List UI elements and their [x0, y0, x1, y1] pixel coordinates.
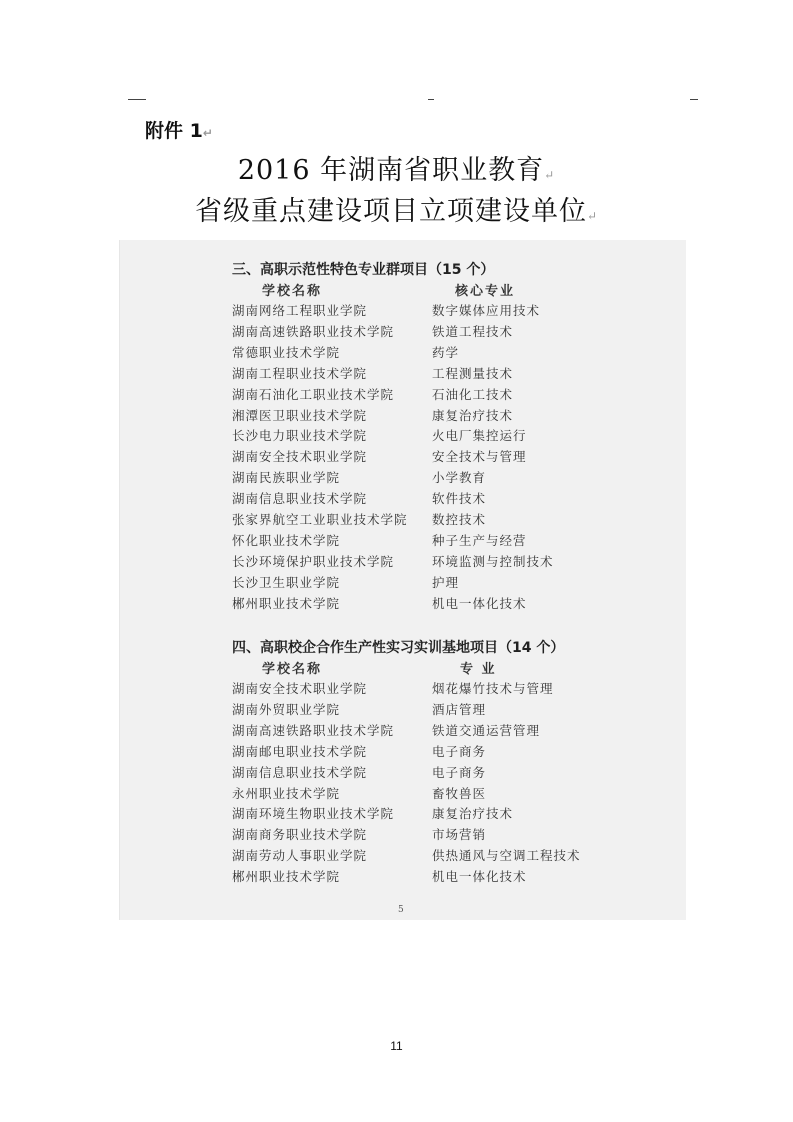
major-name: 护理 [432, 574, 460, 590]
table-row [0, 468, 793, 489]
paragraph-mark: ↵ [586, 209, 599, 223]
table-row [0, 700, 793, 721]
school-name: 湖南安全技术职业学院 [232, 449, 368, 465]
table-row [0, 531, 793, 552]
document-title-line-2: 省级重点建设项目立项建设单位↵ [194, 196, 599, 227]
school-name: 湖南信息职业技术学院 [232, 491, 368, 507]
school-name: 湖南高速铁路职业技术学院 [232, 722, 395, 738]
school-name: 湖南邮电职业技术学院 [232, 743, 368, 759]
major-name: 数控技术 [432, 512, 487, 527]
table-row [0, 784, 793, 805]
paragraph-mark: ↵ [202, 126, 213, 140]
major-name: 安全技术与管理 [432, 449, 527, 465]
major-name: 铁道工程技术 [432, 323, 514, 339]
school-name: 长沙卫生职业学院 [232, 574, 341, 590]
paragraph-mark: ↵ [544, 168, 556, 182]
major-name: 数字媒体应用技术 [432, 303, 541, 318]
major-name: 康复治疗技术 [432, 407, 514, 423]
school-name: 永州职业技术学院 [232, 785, 341, 801]
section-4-col-school: 学校名称 [262, 662, 323, 677]
school-name: 湖南商务职业技术学院 [232, 827, 368, 843]
school-name: 怀化职业技术学院 [232, 532, 341, 548]
table-row [0, 846, 793, 867]
major-name: 软件技术 [432, 491, 487, 507]
page-number: 11 [390, 1039, 403, 1053]
school-name: 长沙环境保护职业技术学院 [232, 553, 395, 569]
header-rule-left [128, 99, 146, 100]
table-row [0, 301, 793, 322]
major-name: 石油化工技术 [432, 386, 514, 402]
major-name: 畜牧兽医 [432, 785, 487, 801]
header-rule-right [690, 99, 698, 100]
school-name: 湖南高速铁路职业技术学院 [232, 323, 395, 339]
major-name: 市场营销 [432, 827, 487, 843]
table-row [0, 804, 793, 825]
school-name: 湖南外贸职业学院 [232, 701, 341, 717]
school-name: 湖南民族职业学院 [232, 470, 341, 486]
section-3-title: 三、高职示范性特色专业群项目（15 个） [232, 262, 495, 278]
table-row [0, 364, 793, 385]
table-row [0, 721, 793, 742]
major-name: 机电一体化技术 [432, 595, 527, 611]
table-row [0, 552, 793, 573]
school-name: 郴州职业技术学院 [232, 595, 341, 611]
table-row [0, 343, 793, 364]
table-row [0, 763, 793, 784]
major-name: 铁道交通运营管理 [432, 722, 541, 738]
school-name: 湖南石油化工职业技术学院 [232, 386, 395, 402]
table-row [0, 679, 793, 700]
major-name: 环境监测与控制技术 [432, 553, 554, 569]
school-name: 常德职业技术学院 [232, 344, 341, 360]
section-4-col-major: 专 业 [460, 662, 497, 677]
major-name: 工程测量技术 [432, 365, 514, 381]
table-row [0, 510, 793, 531]
table-row [0, 385, 793, 406]
table-row [0, 742, 793, 763]
school-name: 湖南环境生物职业技术学院 [232, 806, 395, 822]
section-3-col-school: 学校名称 [262, 284, 323, 299]
school-name: 张家界航空工业职业技术学院 [232, 512, 408, 527]
major-name: 机电一体化技术 [432, 869, 527, 885]
major-name: 康复治疗技术 [432, 806, 514, 822]
table-row [0, 573, 793, 594]
school-name: 长沙电力职业技术学院 [232, 428, 368, 444]
table-row [0, 594, 793, 615]
major-name: 供热通风与空调工程技术 [432, 848, 581, 864]
header-rule-center [428, 99, 434, 100]
table-row [0, 825, 793, 846]
school-name: 郴州职业技术学院 [232, 869, 341, 885]
table-row [0, 426, 793, 447]
school-name: 湖南安全技术职业学院 [232, 681, 368, 696]
major-name: 小学教育 [432, 470, 487, 486]
major-name: 酒店管理 [432, 701, 487, 717]
major-name: 种子生产与经营 [432, 532, 527, 548]
school-name: 湖南网络工程职业学院 [232, 303, 368, 318]
table-row [0, 406, 793, 427]
major-name: 药学 [432, 344, 460, 360]
document-title-line-1: 2016 年湖南省职业教育↵ [237, 155, 556, 186]
table-row [0, 489, 793, 510]
major-name: 烟花爆竹技术与管理 [432, 681, 554, 696]
table-row [0, 322, 793, 343]
section-4-title: 四、高职校企合作生产性实习实训基地项目（14 个） [232, 640, 565, 656]
school-name: 湖南工程职业技术学院 [232, 365, 368, 381]
scan-page-number: 5 [398, 905, 404, 915]
major-name: 火电厂集控运行 [432, 428, 527, 444]
major-name: 电子商务 [432, 743, 487, 759]
school-name: 湖南劳动人事职业学院 [232, 848, 368, 864]
table-row [0, 447, 793, 468]
school-name: 湖南信息职业技术学院 [232, 764, 368, 780]
table-row [0, 867, 793, 888]
school-name: 湘潭医卫职业技术学院 [232, 407, 368, 423]
section-3-col-major: 核心专业 [455, 284, 516, 299]
major-name: 电子商务 [432, 764, 487, 780]
attachment-label: 附件 1↵ [145, 120, 213, 142]
